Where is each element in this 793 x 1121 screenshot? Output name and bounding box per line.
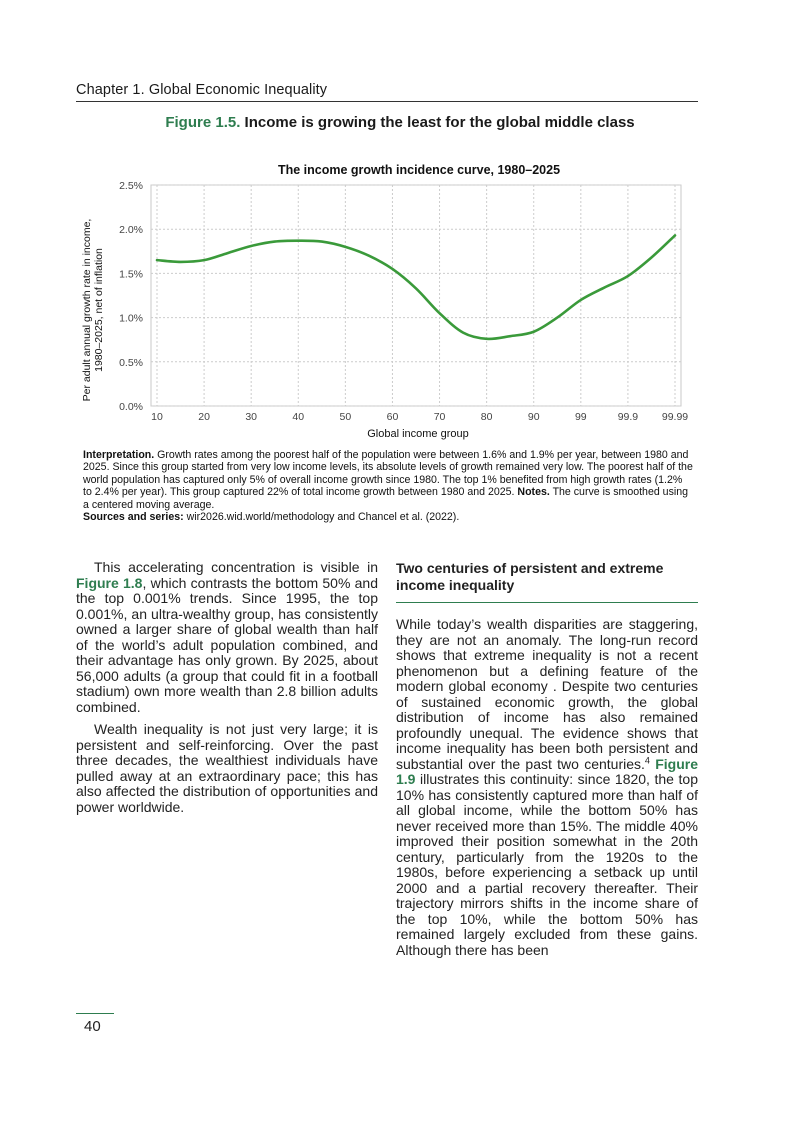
sources-label: Sources and series: (83, 511, 184, 524)
x-tick-label: 40 (292, 411, 305, 423)
y-tick-label: 0.5% (119, 356, 143, 369)
x-tick-label: 60 (386, 411, 399, 423)
y-axis-label-line-1: Per adult annual growth rate in income, (81, 218, 93, 402)
x-tick-label: 99.9 (617, 411, 639, 423)
footnote-4[interactable]: 4 (644, 754, 650, 765)
section-divider (396, 602, 698, 603)
x-tick-label: 20 (198, 411, 210, 423)
x-axis-ticks (151, 411, 688, 423)
right-p1-text-b: illustrates this continuity: since 1820, the top 10% has consistently captured more than half of all global income, while the bottom 50% has never received more than 15%. The middle 40% improved their position somewhat in the 20th century, particularly from the 1920s to the 1980s, before experiencing a setback up until 2000 and a partial recovery thereafter. Their trajectory mirrors shifts in the income share of the top 10%, while the bottom 50% has remained largely excluded from these gains. Although there has been (396, 771, 698, 958)
figure-title-text: Income is growing the least for the global middle class (244, 114, 635, 131)
growth-incidence-chart (76, 158, 698, 448)
figure-1-8-link[interactable]: Figure 1.8 (76, 574, 143, 591)
notes-label: Notes. (514, 486, 550, 499)
section-title: Two centuries of persistent and extreme income inequality (396, 560, 664, 593)
chart-title: The income growth incidence curve, 1980–2025 (277, 163, 561, 177)
header-divider (76, 101, 698, 102)
x-tick-label: 50 (339, 411, 352, 423)
left-p1-text-a: This accelerating concentration is visible in (94, 559, 378, 575)
x-tick-label: 99 (574, 411, 587, 423)
x-tick-label: 70 (433, 411, 446, 423)
y-axis-ticks (119, 180, 143, 413)
chart-grid (151, 185, 681, 406)
y-tick-label: 2.0% (119, 224, 143, 237)
interpretation-text: Growth rates among the poorest half of the population were between 1.6% and 1.9% per year, between 1980 and 2025. Since this group started from very low income levels, its absolute levels of growth remained very low. The poorest half of the world population has captured only 5% of overall income growth since 1980. The top 1% benefited from high growth rates (1.2% to 2.4% per year). This group captured 22% of total income growth between 1980 and 2025. (83, 449, 693, 499)
left-column (76, 560, 378, 822)
y-tick-label: 1.5% (119, 268, 143, 281)
right-column (396, 560, 698, 965)
notes-text: The curve is smoothed using a centered moving average. (83, 486, 688, 511)
figure-caption (83, 449, 693, 523)
x-tick-label: 30 (245, 411, 258, 423)
x-tick-label: 99.99 (661, 411, 689, 423)
sources-text: wir2026.wid.world/methodology and Chancel et al. (2022). (183, 511, 460, 524)
y-tick-label: 2.5% (119, 180, 143, 192)
right-paragraph-1 (396, 617, 698, 958)
y-tick-label: 1.0% (119, 312, 143, 325)
y-tick-label: 0.0% (119, 401, 143, 413)
right-p1-text-a: While today’s wealth disparities are staggering, they are not an anomaly. The long-run record shows that extreme inequality is not a recent phenomenon but a defining feature of the modern global economy . Despite two centuries of sustained economic growth, the global distribution of income has also remained profoundly unequal. The evidence shows that income inequality has been both persistent and substantial over the past two centuries. (396, 616, 698, 772)
x-tick-label: 90 (527, 411, 540, 423)
page-number-rule (76, 1013, 114, 1014)
y-axis-label-line-2: 1980–2025, net of inflation (93, 248, 105, 372)
y-axis-label (81, 219, 105, 402)
x-tick-label: 80 (480, 411, 493, 423)
left-paragraph-1 (76, 560, 378, 715)
page-number: 40 (84, 1018, 101, 1035)
interpretation-label: Interpretation. (83, 449, 155, 461)
series-line-growth-rate (157, 235, 675, 339)
figure-1-9-link[interactable]: Figure 1.9 (396, 755, 698, 787)
x-tick-label: 10 (151, 411, 163, 423)
left-paragraph-2: Wealth inequality is not just very large; it is persistent and self-reinforcing. Over the past three decades, the wealthiest individuals have pulled away at an extraordinary pace; this has also affected the distribution of opportunities and power worldwide. (76, 721, 378, 815)
x-axis-label: Global income group (367, 428, 469, 440)
figure-label: Figure 1.5. (165, 114, 241, 131)
chapter-header: Chapter 1. Global Economic Inequality (76, 82, 328, 98)
figure-title (140, 114, 660, 132)
left-p1-text-b: , which contrasts the bottom 50% and the top 0.001% trends. Since 1995, the top 0.001%, an ultra-wealthy group, has consistently owned a larger share of global wealth than half of the world’s adult population combined, and their advantage has only grown. By 2025, about 56,000 adults (a group that could fit in a football stadium) own more wealth than 2.8 billion adults combined. (76, 574, 378, 715)
plot-frame (151, 185, 681, 406)
